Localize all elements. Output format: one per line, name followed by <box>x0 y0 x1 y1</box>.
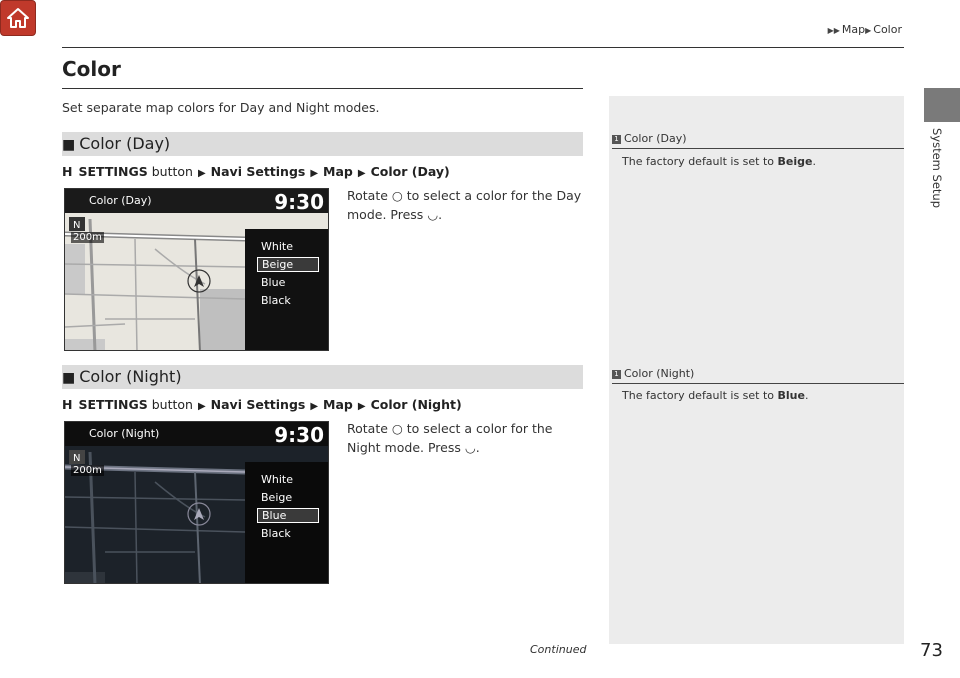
continued-label: Continued <box>530 643 587 656</box>
arrow-icon: ▶ <box>310 168 319 179</box>
screen-clock: 9:30 <box>274 423 324 447</box>
map-scale: 200m <box>73 232 102 243</box>
square-bullet-icon: ■ <box>62 370 76 386</box>
instruction-day: Rotate ○ to select a color for the Day mode. Press ◡. <box>347 188 582 222</box>
nav-screen-day <box>64 188 329 351</box>
menu-path-night: H SETTINGS button ▶ Navi Settings ▶ Map ▶ Color (Night) <box>62 397 462 412</box>
note-divider <box>612 148 904 149</box>
menu-path-day: H SETTINGS button ▶ Navi Settings ▶ Map ▶ Color (Day) <box>62 164 450 179</box>
arrow-icon: ▶ <box>357 401 366 412</box>
svg-text:N: N <box>73 453 81 464</box>
note-text-day: The factory default is set to Beige. <box>622 155 816 168</box>
breadcrumb <box>828 23 902 36</box>
color-options-list <box>251 233 325 348</box>
home-menu-icon: H <box>62 164 73 179</box>
note-marker-icon: 1 <box>612 135 621 144</box>
square-bullet-icon: ■ <box>62 137 76 153</box>
map-scale: 200m <box>73 465 102 476</box>
home-icon <box>6 7 30 29</box>
color-option-blue[interactable]: Blue <box>261 276 286 289</box>
home-menu-icon: H <box>62 397 73 412</box>
nav-screen-night <box>64 421 329 584</box>
note-marker-icon: 1 <box>612 370 621 379</box>
note-title-night: 1 Color (Night) <box>612 367 694 380</box>
color-options-list <box>251 466 325 581</box>
breadcrumb-arrow-icon: ▶ <box>865 26 872 35</box>
page-title: Color <box>62 57 121 81</box>
instruction-night: Rotate ○ to select a color for the Night mode. Press ◡. <box>347 421 553 455</box>
arrow-icon: ▶ <box>197 168 206 179</box>
breadcrumb-item[interactable]: Map <box>841 23 866 36</box>
color-option-beige[interactable]: Beige <box>257 257 319 272</box>
color-option-white[interactable]: White <box>261 473 293 486</box>
screen-clock: 9:30 <box>274 190 324 214</box>
home-button[interactable] <box>0 0 36 36</box>
header-divider <box>62 47 904 48</box>
intro-text: Set separate map colors for Day and Night modes. <box>62 100 380 115</box>
note-title-day: 1 Color (Day) <box>612 132 687 145</box>
svg-text:N: N <box>73 220 81 231</box>
breadcrumb-arrow-icon: ▶▶ <box>827 26 840 35</box>
color-option-black[interactable]: Black <box>261 294 291 307</box>
screen-title: Color (Day) <box>89 194 152 207</box>
color-option-white[interactable]: White <box>261 240 293 253</box>
page-number: 73 <box>920 640 943 661</box>
color-option-blue[interactable]: Blue <box>257 508 319 523</box>
color-option-beige[interactable]: Beige <box>261 491 293 504</box>
arrow-icon: ▶ <box>310 401 319 412</box>
chapter-label: System Setup <box>930 128 944 209</box>
note-text-night: The factory default is set to Blue. <box>622 389 809 402</box>
arrow-icon: ▶ <box>357 168 366 179</box>
title-divider <box>62 88 583 89</box>
breadcrumb-item[interactable]: Color <box>873 23 902 36</box>
section-heading-day: ■ Color (Day) <box>62 132 583 156</box>
color-option-black[interactable]: Black <box>261 527 291 540</box>
screen-title: Color (Night) <box>89 427 160 440</box>
arrow-icon: ▶ <box>197 401 206 412</box>
chapter-tab[interactable] <box>924 88 960 122</box>
section-heading-night: ■ Color (Night) <box>62 365 583 389</box>
note-divider <box>612 383 904 384</box>
